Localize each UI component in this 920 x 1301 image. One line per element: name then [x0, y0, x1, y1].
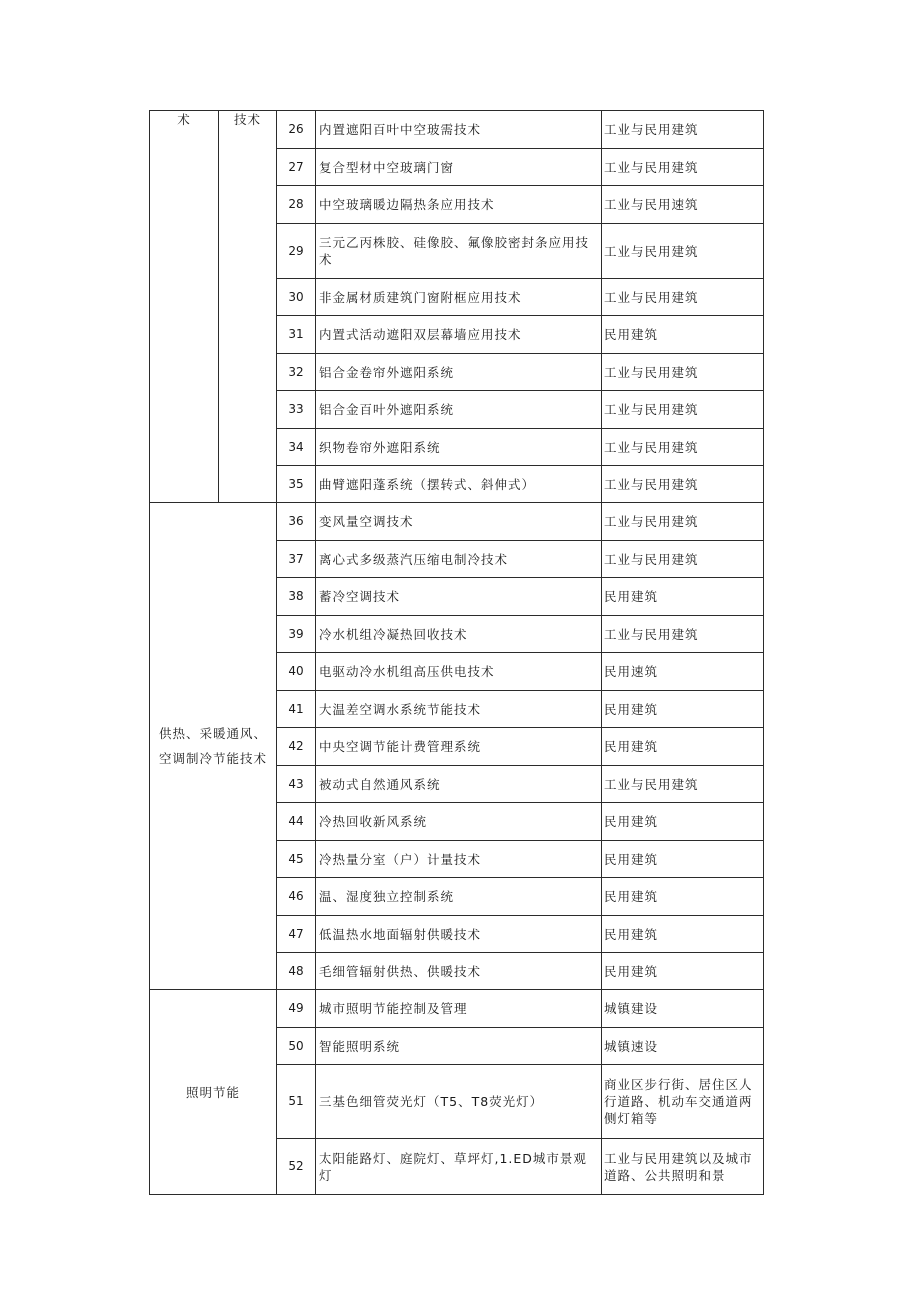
- item-name: 织物卷帘外遮阳系统: [316, 429, 602, 466]
- item-application: 城镇速设: [602, 1028, 764, 1065]
- item-name: 曲臂遮阳蓬系统（摆转式、斜伸式）: [316, 466, 602, 503]
- item-number: 37: [277, 541, 316, 578]
- item-name: 太阳能路灯、庭院灯、草坪灯,1.ED城市景观灯: [316, 1139, 602, 1195]
- item-number: 39: [277, 616, 316, 653]
- item-application: 工业与民用建筑: [602, 224, 764, 279]
- item-name: 中空玻璃暖边隔热条应用技术: [316, 186, 602, 224]
- item-name: 蓄冷空调技术: [316, 578, 602, 616]
- item-number: 34: [277, 429, 316, 466]
- item-application: 工业与民用建筑: [602, 279, 764, 316]
- item-application: 工业与民用建筑: [602, 111, 764, 149]
- item-application: 工业与民用建筑: [602, 541, 764, 578]
- item-number: 52: [277, 1139, 316, 1195]
- item-number: 46: [277, 878, 316, 916]
- item-name: 三元乙丙株胶、硅像胶、氟像胶密封条应用技术: [316, 224, 602, 279]
- item-name: 复合型材中空玻璃门窗: [316, 149, 602, 186]
- item-number: 42: [277, 728, 316, 766]
- item-name: 低温热水地面辐射供暖技术: [316, 916, 602, 953]
- item-number: 49: [277, 990, 316, 1028]
- item-name: 中央空调节能计费管理系统: [316, 728, 602, 766]
- item-number: 29: [277, 224, 316, 279]
- item-name: 铝合金百叶外遮阳系统: [316, 391, 602, 429]
- item-application: 民用建筑: [602, 728, 764, 766]
- item-number: 33: [277, 391, 316, 429]
- item-number: 27: [277, 149, 316, 186]
- item-name: 变风量空调技术: [316, 503, 602, 541]
- item-application: 工业与民用建筑: [602, 149, 764, 186]
- item-application: 民用建筑: [602, 316, 764, 354]
- item-application: 民用建筑: [602, 841, 764, 878]
- item-number: 41: [277, 691, 316, 728]
- item-application: 工业与民用建筑: [602, 466, 764, 503]
- item-number: 43: [277, 766, 316, 803]
- item-name: 大温差空调水系统节能技术: [316, 691, 602, 728]
- item-application: 民用建筑: [602, 691, 764, 728]
- item-name: 离心式多级蒸汽压缩电制冷技术: [316, 541, 602, 578]
- item-application: 工业与民用建筑: [602, 503, 764, 541]
- item-number: 31: [277, 316, 316, 354]
- item-number: 48: [277, 953, 316, 990]
- category-cell: 术: [150, 111, 219, 503]
- item-name: 智能照明系统: [316, 1028, 602, 1065]
- item-name: 非金属材质建筑门窗附框应用技术: [316, 279, 602, 316]
- item-name: 三基色细管荧光灯（T5、T8荧光灯）: [316, 1065, 602, 1139]
- item-number: 30: [277, 279, 316, 316]
- category-cell: 照明节能: [150, 990, 277, 1195]
- item-number: 44: [277, 803, 316, 841]
- item-application: 工业与民用建筑: [602, 766, 764, 803]
- item-number: 45: [277, 841, 316, 878]
- item-number: 32: [277, 354, 316, 391]
- item-number: 26: [277, 111, 316, 149]
- item-application: 民用建筑: [602, 916, 764, 953]
- item-application: 城镇建设: [602, 990, 764, 1028]
- subcategory-cell: 技术: [219, 111, 277, 503]
- item-name: 城市照明节能控制及管理: [316, 990, 602, 1028]
- item-name: 温、湿度独立控制系统: [316, 878, 602, 916]
- table-row: [150, 111, 764, 149]
- item-name: 冷热量分室（户）计量技术: [316, 841, 602, 878]
- item-name: 铝合金卷帘外遮阳系统: [316, 354, 602, 391]
- item-name: 被动式自然通风系统: [316, 766, 602, 803]
- item-number: 40: [277, 653, 316, 691]
- item-number: 36: [277, 503, 316, 541]
- item-application: 民用建筑: [602, 953, 764, 990]
- item-number: 50: [277, 1028, 316, 1065]
- item-name: 内置式活动遮阳双层幕墙应用技术: [316, 316, 602, 354]
- item-application: 民用建筑: [602, 578, 764, 616]
- item-name: 电驱动冷水机组高压供电技术: [316, 653, 602, 691]
- item-number: 38: [277, 578, 316, 616]
- item-application: 民用建筑: [602, 878, 764, 916]
- item-application: 工业与民用建筑: [602, 616, 764, 653]
- item-application: 工业与民用速筑: [602, 186, 764, 224]
- category-cell: 供热、采暖通风、空调制冷节能技术: [150, 503, 277, 990]
- item-number: 47: [277, 916, 316, 953]
- technology-table: [149, 110, 764, 1195]
- item-application: 商业区步行街、居住区人行道路、机动车交通道两侧灯箱等: [602, 1065, 764, 1139]
- table-row: [150, 990, 764, 1028]
- item-number: 28: [277, 186, 316, 224]
- table-row: [150, 503, 764, 541]
- item-application: 民用速筑: [602, 653, 764, 691]
- item-name: 冷水机组冷凝热回收技术: [316, 616, 602, 653]
- item-number: 35: [277, 466, 316, 503]
- item-number: 51: [277, 1065, 316, 1139]
- item-name: 毛细管辐射供热、供暖技术: [316, 953, 602, 990]
- item-name: 冷热回收新风系统: [316, 803, 602, 841]
- item-application: 工业与民用建筑: [602, 354, 764, 391]
- item-application: 工业与民用建筑: [602, 391, 764, 429]
- item-application: 工业与民用建筑以及城市道路、公共照明和景: [602, 1139, 764, 1195]
- item-application: 民用建筑: [602, 803, 764, 841]
- item-name: 内置遮阳百叶中空玻需技术: [316, 111, 602, 149]
- item-application: 工业与民用建筑: [602, 429, 764, 466]
